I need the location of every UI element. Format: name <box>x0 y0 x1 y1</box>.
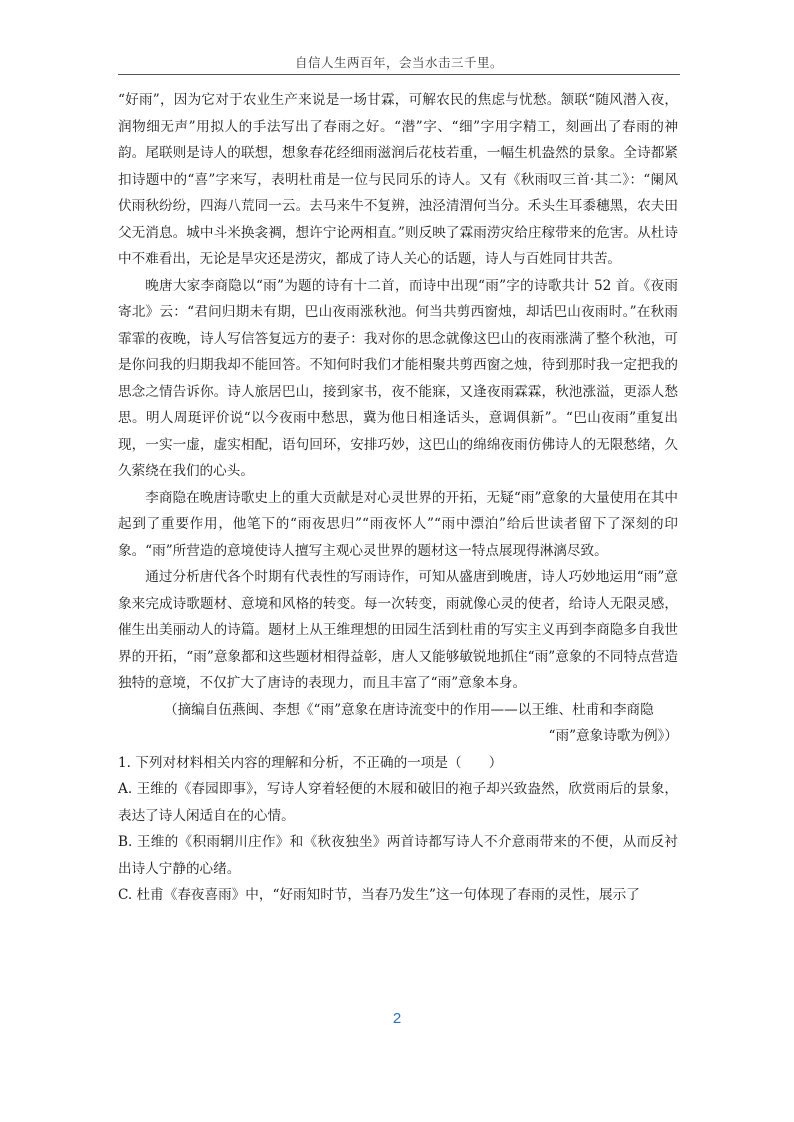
question-stem: 1. 下列对材料相关内容的理解和分析，不正确的一项是（ ） <box>118 754 503 771</box>
source-citation-line-2: “雨”意象诗歌为例》） <box>548 728 678 744</box>
question-option-a: A. 王维的《春园即事》，写诗人穿着轻便的木屐和破旧的袍子却兴致盎然，欣赏雨后的景象，表达了诗人闲适自在的心情。 <box>118 781 678 824</box>
paragraph-li-shangyin-contribution: 李商隐在晚唐诗歌史上的重大贡献是对心灵世界的开拓，无疑“雨”意象的大量使用在其中起到了重要作用，他笔下的“雨夜思归”“雨夜怀人”“雨中漂泊”给后世读者留下了深刻的印象。“雨”所营造的意境使诗人擅写主观心灵世界的题材这一特点展现得淋漓尽致。 <box>118 489 678 559</box>
page-number: 2 <box>392 1010 402 1027</box>
question-option-b: B. 王维的《积雨辋川庄作》和《秋夜独坐》两首诗都写诗人不介意雨带来的不便，从而反衬出诗人宁静的心绪。 <box>118 834 678 877</box>
document-body <box>118 87 678 909</box>
question-option-c: C. 杜甫《春夜喜雨》中，“好雨知时节，当春乃发生”这一句体现了春雨的灵性，展示了 <box>118 887 640 903</box>
page-header-motto: 自信人生两百年，会当水击三千里。 <box>294 55 503 70</box>
paragraph-du-fu-rain: “好雨”，因为它对于农业生产来说是一场甘霖，可解农民的焦虑与忧愁。颔联“随风潜入夜，润物细无声”用拟人的手法写出了春雨之好。“潜”字、“细”字用字精工，刻画出了春雨的神韵。尾联则是诗人的联想，想象春花经细雨滋润后花枝若重，一幅生机盎然的景象。全诗都紧扣诗题中的“喜”字来写，表明杜甫是一位与民同乐的诗人。又有《秋雨叹三首·其二》：“阑风伏雨秋纷纷，四海八荒同一云。去马来牛不复辨，浊泾清渭何当分。禾头生耳黍穗黑，农夫田父无消息。城中斗米换衾裯，想许宁论两相直。”则反映了霖雨涝灾给庄稼带来的危害。从杜诗中不难看出，无论是旱灾还是涝灾，都成了诗人关心的话题，诗人与百姓同甘共苦。 <box>118 92 678 267</box>
header-divider <box>118 74 680 75</box>
paragraph-conclusion: 通过分析唐代各个时期有代表性的写雨诗作，可知从盛唐到晚唐，诗人巧妙地运用“雨”意象来完成诗歌题材、意境和风格的转变。每一次转变，雨就像心灵的使者，给诗人无限灵感，催生出美丽动人的诗篇。题材上从王维理想的田园生活到杜甫的写实主义再到李商隐多自我世界的开拓，“雨”意象都和这些题材相得益彰，唐人又能够敏锐地抓住“雨”意象的不同特点营造独特的意境，不仅扩大了唐诗的表现力，而且丰富了“雨”意象本身。 <box>118 569 678 691</box>
source-citation-line-1: （摘编自伍燕闽、李想《“雨”意象在唐诗流变中的作用——以王维、杜甫和李商隐 <box>164 701 654 718</box>
paragraph-li-shangyin-rain: 晚唐大家李商隐以“雨”为题的诗有十二首，而诗中出现“雨”字的诗歌共计 52 首。《夜雨寄北》云：“君问归期未有期，巴山夜雨涨秋池。何当共剪西窗烛，却话巴山夜雨时。”在秋雨霏霏的夜晚，诗人写信答复远方的妻子：我对你的思念就像这巴山的夜雨涨满了整个秋池，可是你问我的归期我却不能回答。不知何时我们才能相聚共剪西窗之烛，待到那时我一定把我的思念之情告诉你。诗人旅居巴山，接到家书，夜不能寐，又逢夜雨霖霖，秋池涨溢，更添人愁思。明人周珽评价说“以今夜雨中愁思，冀为他日相逢话头，意调俱新”。“巴山夜雨”重复出现，一实一虚，虚实相配，语句回环，安排巧妙，这巴山的绵绵夜雨仿佛诗人的无限愁绪，久久萦绕在我们的心头。 <box>118 277 678 479</box>
